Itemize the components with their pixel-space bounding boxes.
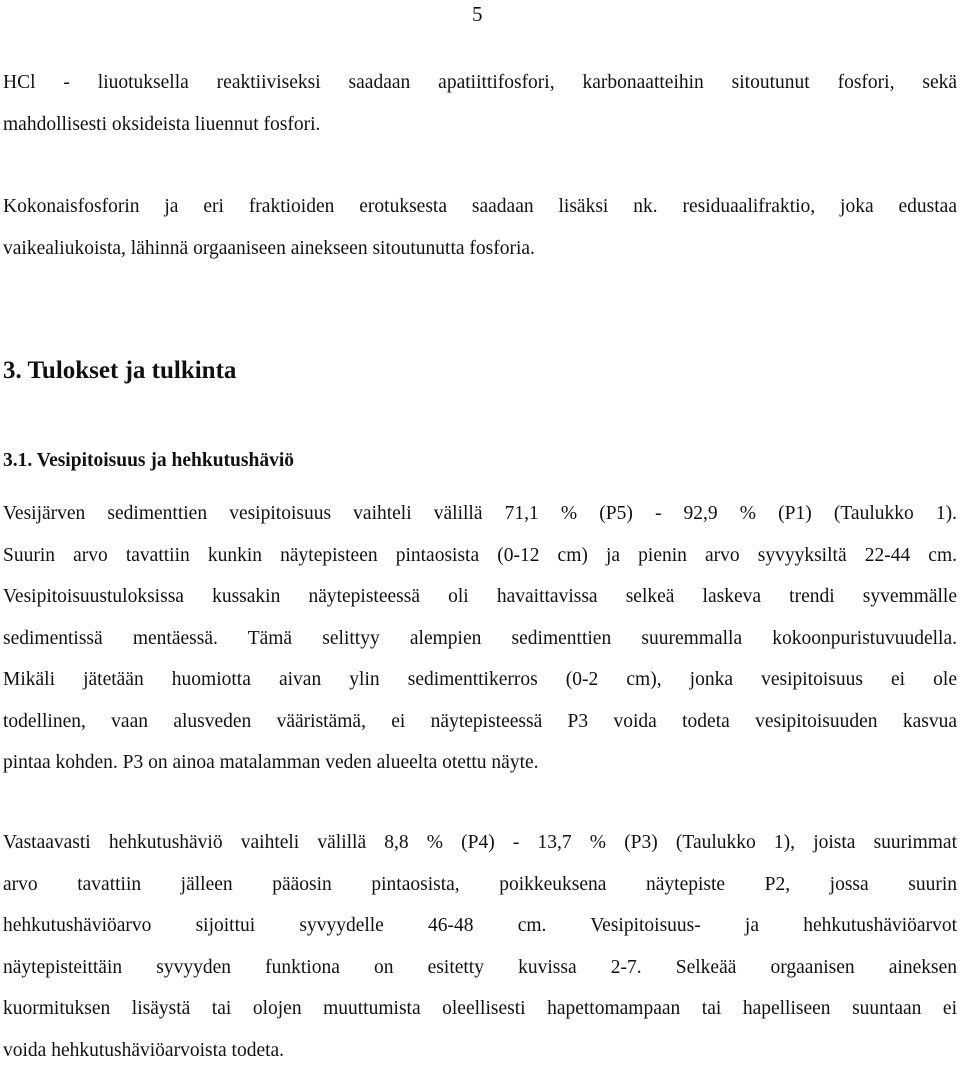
paragraph-line: sedimentissä mentäessä. Tämä selittyy alempien sedimenttien suuremmalla kokoonpuristuvuudella. [3,618,957,660]
paragraph-line: hehkutushäviöarvo sijoittui syvyydelle 46-48 cm. Vesipitoisuus- ja hehkutushäviöarvot [3,905,957,947]
paragraph-line: pintaa kohden. P3 on ainoa matalamman veden alueelta otettu näyte. [3,742,957,784]
paragraph-line: mahdollisesti oksideista liuennut fosfori. [3,104,957,146]
paragraph-line: Suurin arvo tavattiin kunkin näytepisteen pintaosista (0-12 cm) ja pienin arvo syvyyksiltä 22-44 cm. [3,535,957,577]
paragraph-line: Vastaavasti hehkutushäviö vaihteli välillä 8,8 % (P4) - 13,7 % (P3) (Taulukko 1), joista suurimmat [3,822,957,864]
paragraph-line: Vesijärven sedimenttien vesipitoisuus vaihteli välillä 71,1 % (P5) - 92,9 % (P1) (Taulukko 1). [3,493,957,535]
paragraph-apatite-phosphorus [3,62,957,145]
subsection-heading: 3.1. Vesipitoisuus ja hehkutushäviö [3,446,294,476]
paragraph-line: näytepisteittäin syvyyden funktiona on esitetty kuvissa 2-7. Selkeää orgaanisen aineksen [3,947,957,989]
paragraph-line: HCl - liuotuksella reaktiiviseksi saadaan apatiittifosfori, karbonaatteihin sitoutunut fosfori, sekä [3,62,957,104]
paragraph-line: Kokonaisfosforin ja eri fraktioiden erotuksesta saadaan lisäksi nk. residuaalifraktio, joka edustaa [3,186,957,228]
paragraph-line: Vesipitoisuustuloksissa kussakin näytepisteessä oli havaittavissa selkeä laskeva trendi syvemmälle [3,576,957,618]
paragraph-water-content [3,493,957,784]
paragraph-line: vaikealiukoista, lähinnä orgaaniseen ainekseen sitoutunutta fosforia. [3,228,957,270]
paragraph-line: kuormituksen lisäystä tai olojen muuttumista oleellisesti hapettomampaan tai hapelliseen suuntaan ei [3,988,957,1030]
paragraph-line: todellinen, vaan alusveden vääristämä, ei näytepisteessä P3 voida todeta vesipitoisuuden kasvua [3,701,957,743]
paragraph-line: arvo tavattiin jälleen pääosin pintaosista, poikkeuksena näytepiste P2, jossa suurin [3,864,957,906]
page-number: 5 [472,0,483,28]
paragraph-residual-fraction [3,186,957,269]
section-heading: 3. Tulokset ja tulkinta [3,354,236,388]
paragraph-line: voida hehkutushäviöarvoista todeta. [3,1030,957,1071]
paragraph-line: Mikäli jätetään huomiotta aivan ylin sedimenttikerros (0-2 cm), jonka vesipitoisuus ei ole [3,659,957,701]
paragraph-loss-on-ignition [3,822,957,1071]
